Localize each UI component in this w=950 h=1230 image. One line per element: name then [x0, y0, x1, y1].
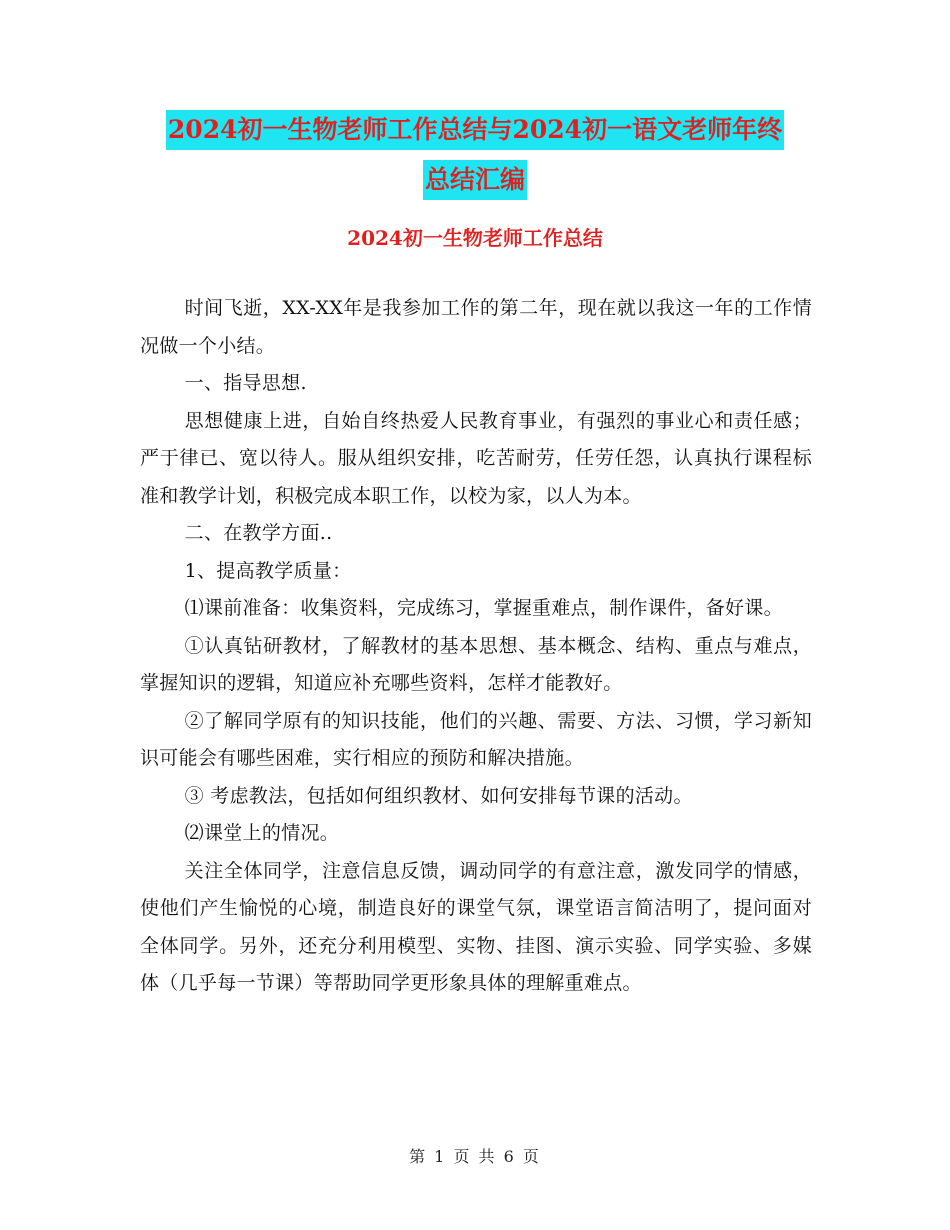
body-text [140, 290, 812, 1003]
paragraph: ⑴课前准备：收集资料，完成练习，掌握重难点，制作课件，备好课。 [184, 597, 783, 619]
page-number-footer: 第 1 页 共 6 页 [409, 1147, 541, 1166]
paragraph: 一、指导思想. [184, 372, 307, 394]
document-title [140, 110, 810, 200]
paragraph: ⑵课堂上的情况。 [184, 822, 340, 844]
document-title-line-1: 2024初一生物老师工作总结与2024初一语文老师年终 [166, 110, 784, 150]
paragraph: ③ 考虑教法，包括如何组织教材、如何安排每节课的活动。 [184, 784, 693, 807]
section-title: 2024初一生物老师工作总结 [347, 226, 603, 250]
paragraph: 1、提高教学质量： [184, 559, 352, 582]
paragraph: 关注全体同学，注意信息反馈，调动同学的有意注意，激发同学的情感，使他们产生愉悦的心境，制造良好的课堂气氛，课堂语言简洁明了，提问面对全体同学。另外，还充分利用模型、实物、挂图、演示实验、同学实验、多媒体（几乎每一节课）等帮助同学更形象具体的理解重难点。 [140, 859, 812, 994]
document-title-line-2: 总结汇编 [423, 160, 527, 200]
paragraph: 二、在教学方面.. [184, 522, 333, 544]
paragraph: 思想健康上进，自始自终热爱人民教育事业，有强烈的事业心和责任感；严于律已、宽以待人。服从组织安排，吃苦耐劳，任劳任怨，认真执行课程标准和教学计划，积极完成本职工作，以校为家，以人为本。 [140, 409, 812, 507]
paragraph: ②了解同学原有的知识技能，他们的兴趣、需要、方法、习惯，学习新知识可能会有哪些困难，实行相应的预防和解决措施。 [140, 709, 812, 769]
paragraph: ①认真钻研教材，了解教材的基本思想、基本概念、结构、重点与难点，掌握知识的逻辑，知道应补充哪些资料，怎样才能教好。 [140, 634, 812, 694]
paragraph: 时间飞逝，XX-XX年是我参加工作的第二年，现在就以我这一年的工作情况做一个小结。 [140, 297, 812, 357]
